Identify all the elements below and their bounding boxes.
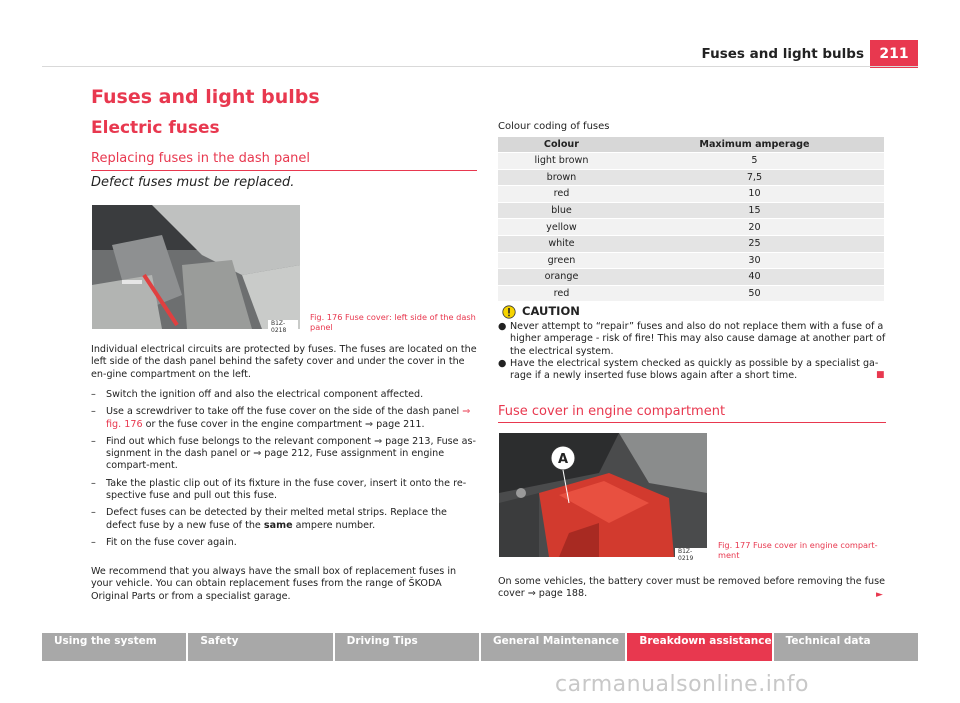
subchapter-title: Electric fuses — [91, 118, 220, 138]
caution-body — [498, 321, 886, 382]
lead-text: Defect fuses must be replaced. — [91, 175, 295, 190]
caution-title: CAUTION — [522, 304, 580, 318]
figure-177-code: B1Z-0219 — [678, 548, 694, 562]
section-end-mark: ■ — [876, 370, 885, 380]
intro-paragraph: Individual electrical circuits are protected by fuses. The fuses are located on the left side of the dash panel behind the safety cover and under the cover in the en-gine compartment on the left. — [91, 344, 477, 380]
table-row: light brown 5 — [498, 153, 884, 170]
tab-safety[interactable]: Safety — [188, 633, 332, 661]
figure-177-caption: Fig. 177 Fuse cover in engine compart-ment — [718, 540, 878, 560]
list-item: ● Never attempt to “repair” fuses and also do not replace them with a fuse of a higher amperage - risk of fire! This may also cause damage at another part of the electrical system. — [498, 321, 886, 357]
figure-176-caption: Fig. 176 Fuse cover: left side of the dash panel — [310, 312, 476, 332]
section-heading: Replacing fuses in the dash panel — [91, 151, 311, 166]
watermark: carmanualsonline.info — [555, 672, 809, 697]
table-row: orange 40 — [498, 269, 884, 286]
table-row: yellow 20 — [498, 219, 884, 236]
table-row: red 50 — [498, 285, 884, 301]
list-item: – Use a screwdriver to take off the fuse cover on the side of the dash panel ⇒ fig. 176 or the fuse cover in the engine compartment ⇒ page 211. — [91, 406, 471, 430]
tab-technical-data[interactable]: Technical data — [774, 633, 918, 661]
list-item: – Fit on the fuse cover again. — [91, 536, 237, 548]
tab-breakdown-assistance[interactable]: Breakdown assistance — [627, 633, 771, 661]
steps-list — [91, 389, 477, 549]
tab-using-the-system[interactable]: Using the system — [42, 633, 186, 661]
footer-tab-bar — [42, 633, 918, 661]
figure-176-code: B1Z-0218 — [271, 320, 287, 334]
list-item: – Switch the ignition off and also the electrical component affected. — [91, 389, 424, 400]
section-underline-2 — [498, 422, 886, 423]
figure-177-label-a: A — [558, 452, 569, 467]
outro-paragraph: We recommend that you always have the small box of replacement fuses in your vehicle. You can obtain replacement fuses from the range of ŠKODA Original Parts or from a specialist garage. — [91, 566, 457, 602]
tab-general-maintenance[interactable]: General Maintenance — [481, 633, 625, 661]
running-title: Fuses and light bulbs — [701, 46, 864, 62]
fig-176-link[interactable]: ⇒ fig. 176 — [106, 406, 471, 430]
tab-driving-tips[interactable]: Driving Tips — [335, 633, 479, 661]
figure-177-photo — [499, 433, 707, 562]
continue-mark: ► — [876, 590, 883, 600]
column-header-colour: Colour — [498, 137, 625, 153]
column-header-amperage: Maximum amperage — [625, 137, 884, 153]
section-underline — [91, 170, 477, 171]
list-item: – Take the plastic clip out of its fixture in the fuse cover, insert it onto the re-spective fuse and pull out this fuse. — [91, 477, 467, 502]
table-title: Colour coding of fuses — [498, 121, 610, 132]
section-heading-2: Fuse cover in engine compartment — [498, 404, 726, 419]
table-row: brown 7,5 — [498, 169, 884, 186]
page-number: 211 — [870, 40, 918, 68]
list-item: – Defect fuses can be detected by their melted metal strips. Replace the defect fuse by a new fuse of the same ampere number. — [91, 507, 447, 531]
table-row: blue 15 — [498, 202, 884, 219]
fuse-colour-table — [498, 137, 884, 301]
list-item: – Find out which fuse belongs to the relevant component ⇒ page 213, Fuse as-signment in the dash panel or ⇒ page 212, Fuse assignment in engine compart-ment. — [91, 435, 476, 472]
table-row: green 30 — [498, 252, 884, 269]
fuse-cover-paragraph: On some vehicles, the battery cover must be removed before removing the fuse cover ⇒ page 188. — [498, 576, 886, 600]
table-row: white 25 — [498, 235, 884, 252]
list-item: ● Have the electrical system checked as quickly as possible by a specialist ga-rage if a newly inserted fuse blows again after a short time. — [498, 357, 879, 382]
chapter-title: Fuses and light bulbs — [91, 86, 320, 108]
header-divider — [42, 66, 918, 67]
figure-176-photo — [92, 205, 300, 334]
table-row: red 10 — [498, 186, 884, 203]
